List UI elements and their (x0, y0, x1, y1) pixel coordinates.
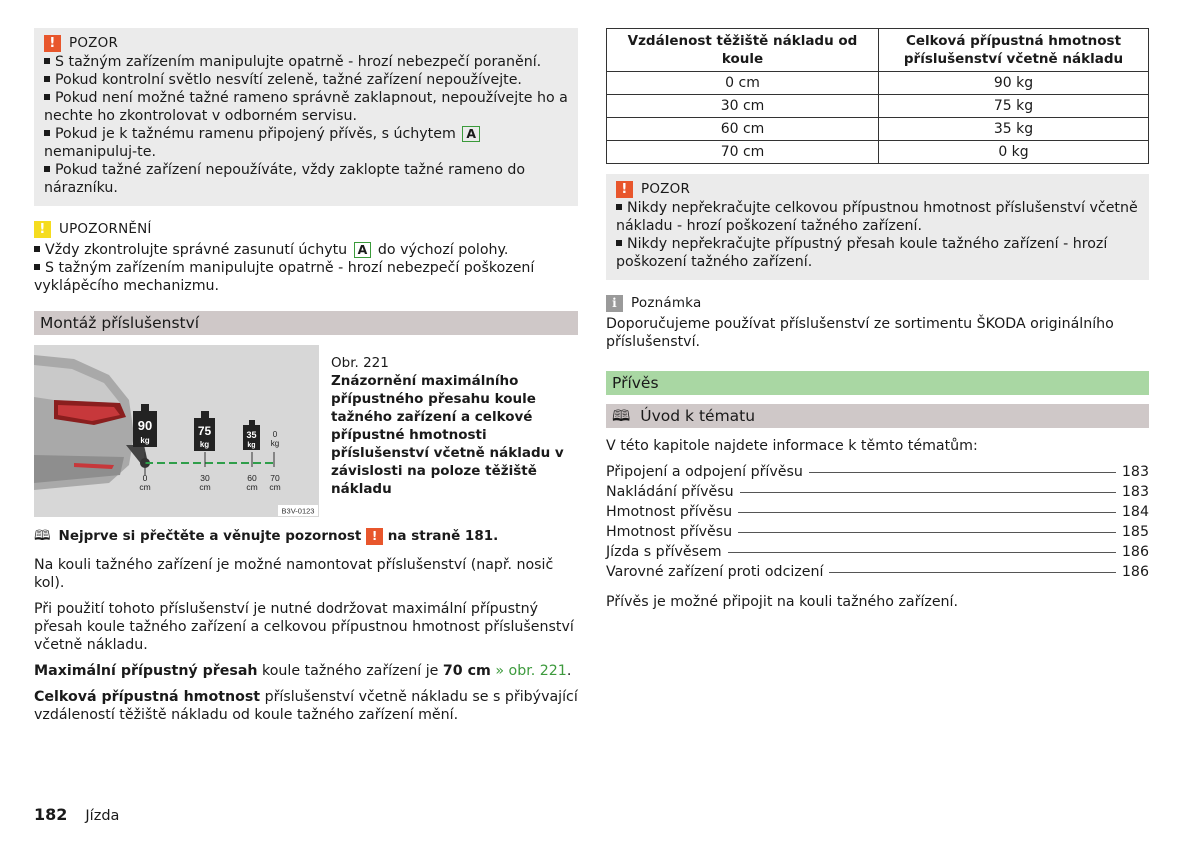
note-heading (606, 294, 1149, 312)
read-first-line: 🕮 Nejprve si přečtěte a věnujte pozornost ! na straně 181. (34, 528, 499, 544)
toc-item[interactable]: Připojení a odpojení přívěsu 183 (606, 464, 1149, 480)
caution-item: Vždy zkontrolujte správné zasunutí úchytu A do výchozí polohy. (34, 241, 578, 259)
weight-0-value: 0 (272, 430, 278, 439)
book-icon: 🕮 (612, 407, 631, 425)
page-number: 182 (34, 805, 68, 824)
caution-heading-text: UPOZORNĚNÍ (59, 221, 152, 237)
book-icon: 🕮 (34, 528, 51, 544)
paragraph-4: Celková přípustná hmotnost příslušenství včetně nákladu se s přibývající vzdáleností těžiště nákladu od koule tažného zařízení mění. (34, 689, 578, 723)
figure-caption (319, 345, 578, 517)
dist-60-value: 60 (247, 473, 257, 483)
figure-code: B3V-0123 (281, 506, 315, 516)
info-icon: i (606, 295, 623, 312)
warning-heading (616, 180, 1139, 198)
warning-icon: ! (44, 35, 61, 52)
warning-item: Pokud tažné zařízení nepoužíváte, vždy zaklopte tažné rameno do nárazníku. (44, 162, 526, 196)
caution-block (34, 220, 578, 295)
table-cell: 0 kg (879, 141, 1149, 164)
note-block (606, 294, 1149, 351)
left-column (34, 28, 578, 724)
table-row (607, 72, 1149, 95)
warning-item: Nikdy nepřekračujte přípustný přesah koule tažného zařízení - hrozí poškození tažného zařízení. (616, 236, 1108, 270)
load-table (606, 28, 1149, 164)
caution-heading (34, 220, 578, 238)
caution-icon: ! ! (34, 221, 51, 238)
figure-221 (34, 345, 578, 517)
page-footer (34, 806, 119, 825)
table-row (607, 141, 1149, 164)
warning-heading-text: POZOR (641, 181, 691, 197)
table-header-row (607, 29, 1149, 72)
paragraph-1: Na kouli tažného zařízení je možné namontovat příslušenství (např. nosič kol). (34, 557, 554, 591)
dist-70-value: 70 (270, 473, 280, 483)
note-text: Doporučujeme používat příslušenství ze sortimentu ŠKODA originálního příslušenství. (606, 316, 1114, 350)
warning-item: Pokud kontrolní světlo nesvítí zeleně, tažné zařízení nepoužívejte. (44, 71, 568, 89)
dist-30-unit: cm (199, 482, 211, 492)
table-header: Vzdálenost těžiště nákladu od koule (607, 29, 879, 72)
weight-35-unit: kg (247, 442, 256, 449)
warning-item: Nikdy nepřekračujte celkovou přípustnou hmotnost příslušenství včetně nákladu - hrozí poškození tažného zařízení. (616, 200, 1138, 234)
warning-icon: ! (616, 181, 633, 198)
table-cell: 70 cm (607, 141, 879, 164)
toc-item[interactable]: Hmotnost přívěsu 184 (606, 504, 1149, 520)
figure-reference-link[interactable]: » obr. 221 (490, 663, 567, 679)
table-row (607, 118, 1149, 141)
dist-0-value: 0 (142, 473, 148, 483)
warning-heading-text: POZOR (69, 35, 119, 51)
figure-caption-text: Znázornění maximálního přípustného přesahu koule tažného zařízení a celkové přípustné hmotnosti příslušenství včetně nákladu v závislosti na poloze těžiště nákladu (331, 373, 564, 497)
weight-0-unit: kg (270, 439, 280, 448)
weight-35-value: 35 (246, 430, 257, 440)
toc-item[interactable]: Jízda s přívěsem 186 (606, 544, 1149, 560)
weight-75-value: 75 (197, 424, 212, 438)
table-row (607, 95, 1149, 118)
paragraph-2: Při použití tohoto příslušenství je nutné dodržovat maximální přípustný přesah koule tažného zařízení a celkovou přípustnou hmotnost příslušenství včetně nákladu. (34, 601, 574, 653)
table-header: Celková přípustná hmotnost příslušenství včetně nákladu (879, 29, 1149, 72)
table-cell: 30 cm (607, 95, 879, 118)
dist-0-unit: cm (139, 482, 151, 492)
weight-90-value: 90 (137, 418, 153, 433)
subsection-title-uvod: 🕮 Úvod k tématu (606, 404, 1149, 428)
section-title-montaz: Montáž příslušenství (34, 311, 578, 335)
dist-70-unit: cm (269, 482, 281, 492)
table-cell: 35 kg (879, 118, 1149, 141)
figure-illustration (34, 345, 319, 517)
intro-text: V této kapitole najdete informace k těmto tématům: (606, 438, 978, 454)
tow-load-diagram (34, 345, 319, 517)
weight-90-unit: kg (140, 436, 150, 445)
warning-heading (44, 34, 568, 52)
weight-75-unit: kg (199, 440, 210, 449)
toc-item[interactable]: Varovné zařízení proti odcizení 186 (606, 564, 1149, 580)
table-cell: 75 kg (879, 95, 1149, 118)
chapter-name: Jízda (85, 808, 120, 824)
warning-item: Pokud je k tažnému ramenu připojený přívěs, s úchytem A nemanipuluj-te. (44, 125, 568, 161)
dist-30-value: 30 (200, 473, 210, 483)
dist-60-unit: cm (246, 482, 258, 492)
figure-number: Obr. 221 (331, 355, 389, 371)
paragraph-3: Maximální přípustný přesah koule tažného zařízení je 70 cm » obr. 221. (34, 663, 572, 679)
warning-box-pozor-right (606, 174, 1149, 280)
table-cell: 90 kg (879, 72, 1149, 95)
toc-item[interactable]: Nakládání přívěsu 183 (606, 484, 1149, 500)
closing-text: Přívěs je možné připojit na kouli tažného zařízení. (606, 594, 958, 610)
toc-list (606, 463, 1149, 583)
section-title-prives: Přívěs (606, 371, 1149, 395)
warning-box-pozor (34, 28, 578, 206)
warning-item: S tažným zařízením manipulujte opatrně - hrozí nebezpečí poranění. (44, 53, 568, 71)
right-column (606, 28, 1149, 611)
toc-item[interactable]: Hmotnost přívěsu 185 (606, 524, 1149, 540)
warning-icon: ! (366, 528, 383, 545)
table-cell: 60 cm (607, 118, 879, 141)
warning-item: Pokud není možné tažné rameno správně zaklapnout, nepoužívejte ho a nechte ho zkontrolovat v odborném servisu. (44, 90, 568, 124)
caution-item: S tažným zařízením manipulujte opatrně - hrozí nebezpečí poškození vyklápěcího mechanizmu. (34, 260, 535, 294)
tag-a-badge: A (354, 242, 372, 258)
tag-a-badge: A (462, 126, 480, 142)
note-heading-text: Poznámka (631, 295, 702, 311)
table-cell: 0 cm (607, 72, 879, 95)
